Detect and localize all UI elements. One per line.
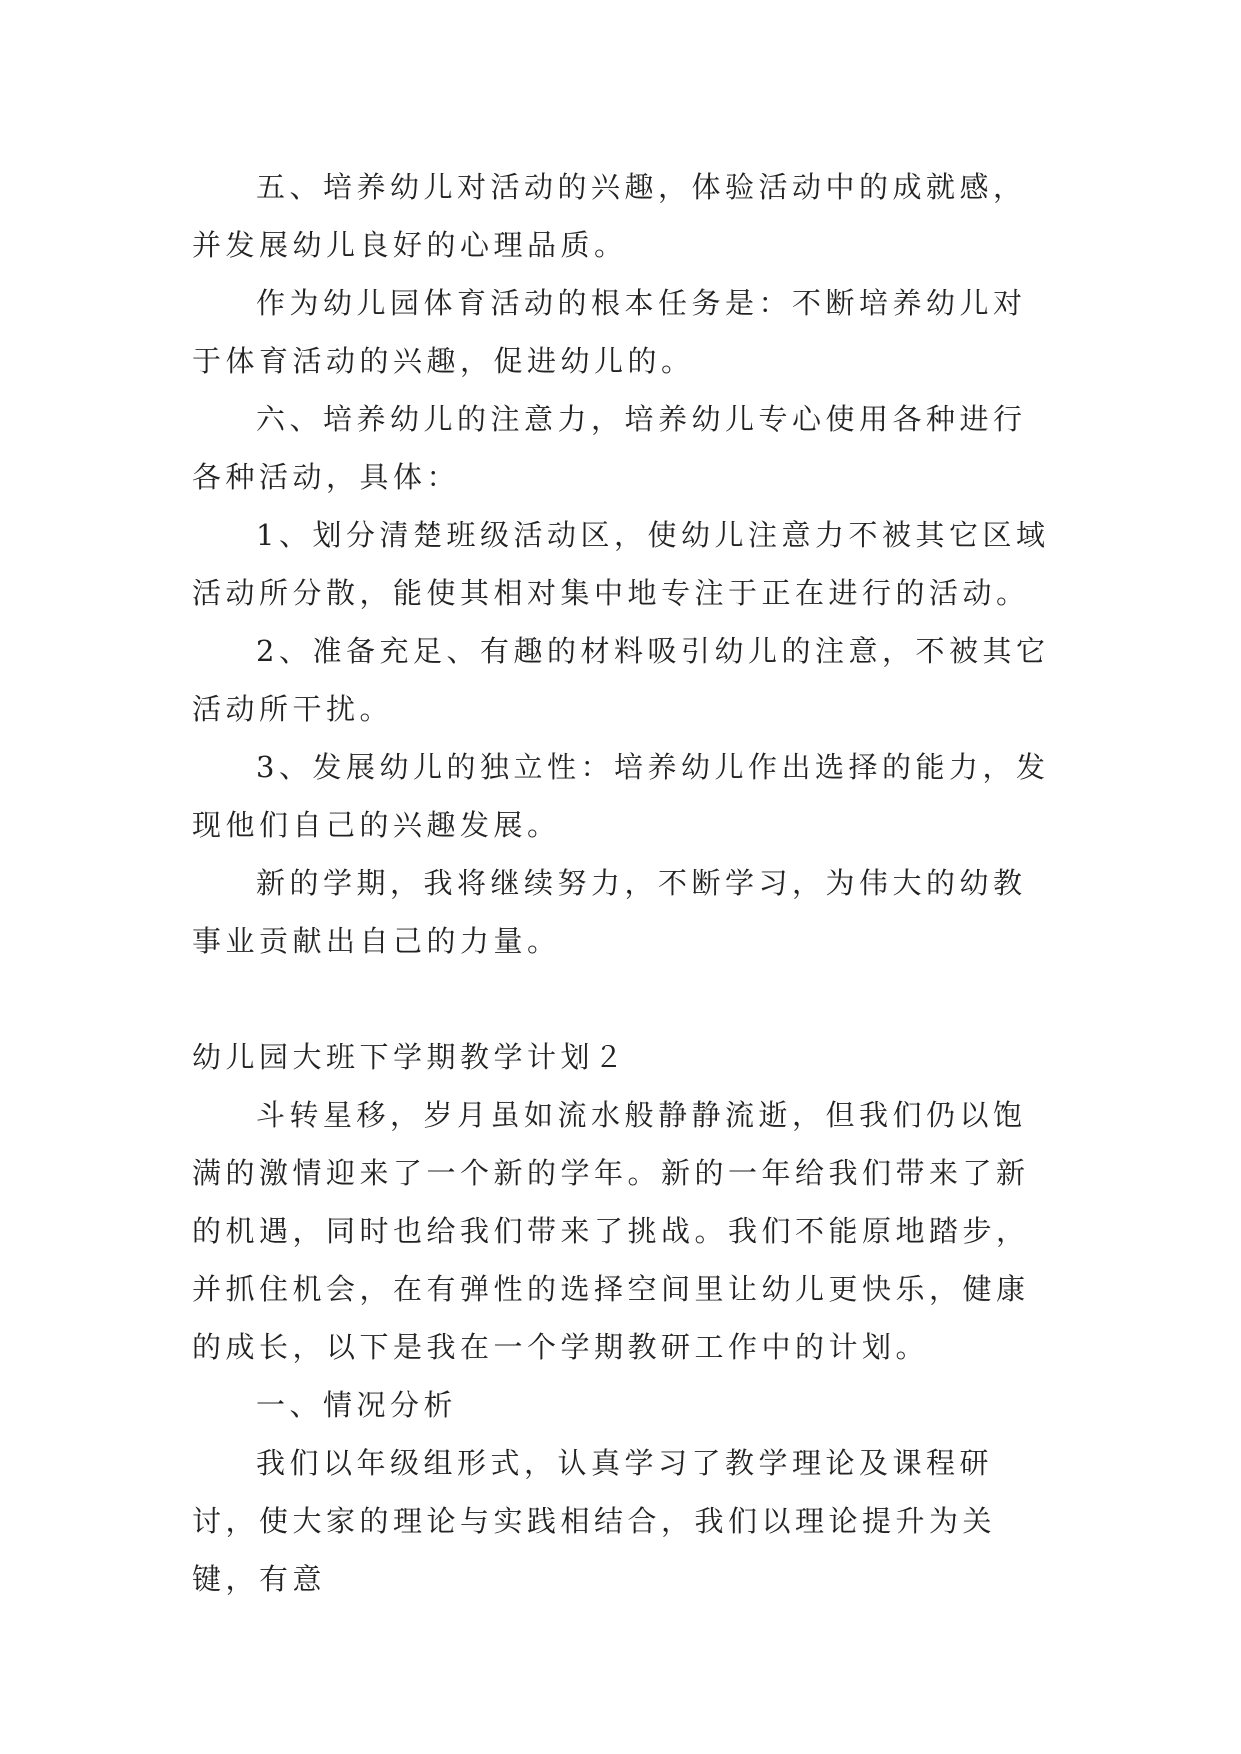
paragraph: 五、培养幼儿对活动的兴趣，体验活动中的成就感，并发展幼儿良好的心理品质。: [192, 170, 1027, 262]
paragraph: 1、划分清楚班级活动区，使幼儿注意力不被其它区域活动所分散，能使其相对集中地专注于正在进行的活动。: [192, 518, 1050, 610]
paragraph: 2、准备充足、有趣的材料吸引幼儿的注意，不被其它活动所干扰。: [192, 634, 1050, 726]
section-title: 幼儿园大班下学期教学计划２: [192, 1040, 628, 1074]
paragraph: 斗转星移，岁月虽如流水般静静流逝，但我们仍以饱满的激情迎来了一个新的学年。新的一年给我们带来了新的机遇，同时也给我们带来了挑战。我们不能原地踏步，并抓住机会，在有弹性的选择空间里让幼儿更快乐，健康的成长，以下是我在一个学期教研工作中的计划。: [192, 1098, 1030, 1364]
document-body: [192, 158, 1050, 1608]
paragraph: 我们以年级组形式，认真学习了教学理论及课程研讨，使大家的理论与实践相结合，我们以理论提升为关键，有意: [192, 1446, 997, 1596]
paragraph: 六、培养幼儿的注意力，培养幼儿专心使用各种进行各种活动，具体：: [192, 402, 1027, 494]
paragraph: 3、发展幼儿的独立性：培养幼儿作出选择的能力，发现他们自己的兴趣发展。: [192, 750, 1050, 842]
paragraph: 新的学期，我将继续努力，不断学习，为伟大的幼教事业贡献出自己的力量。: [192, 866, 1027, 958]
paragraph: 作为幼儿园体育活动的根本任务是：不断培养幼儿对于体育活动的兴趣，促进幼儿的。: [192, 286, 1027, 378]
paragraph: 一、情况分析: [256, 1388, 458, 1422]
